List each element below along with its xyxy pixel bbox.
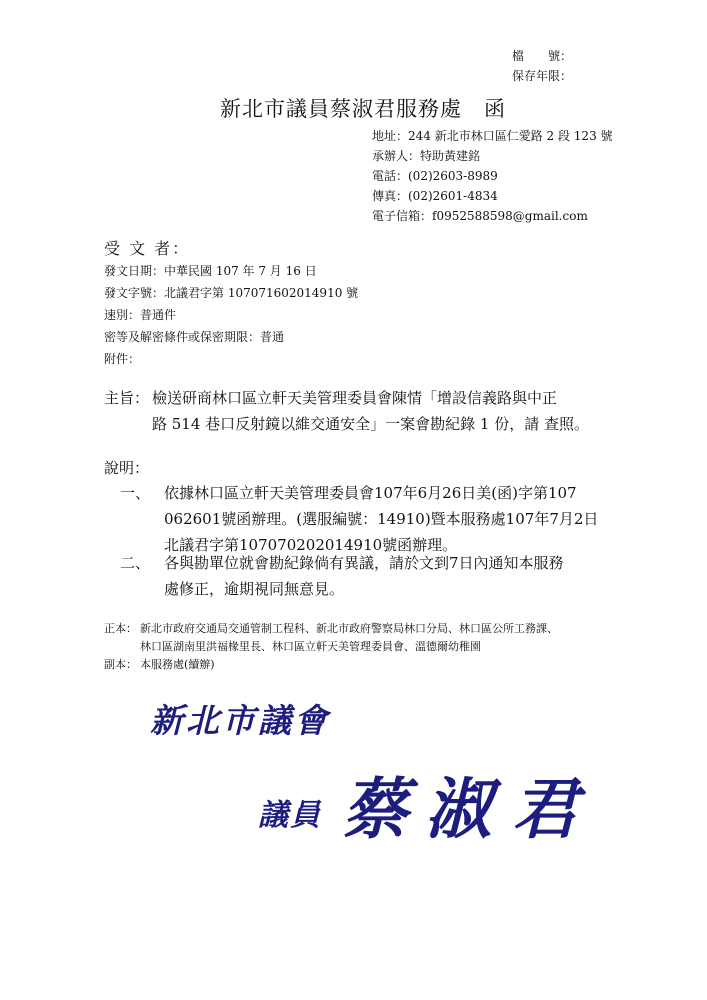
item-number: 一、 [120,484,151,502]
document-number: 發文字號：北議君字第 107071602014910 號 [104,286,359,300]
subject-label: 主旨： [104,389,150,407]
stamp-organization: 新北市議會 [150,701,330,740]
item-line: 依據林口區立軒天美管理委員會107年6月26日美(函)字第107 [164,484,577,502]
delivery-speed: 速別：普通件 [104,308,177,322]
item-number: 二、 [120,554,151,572]
contact-email: 電子信箱：f0952588598@gmail.com [372,209,588,223]
contact-block [372,126,613,226]
explanation-item [120,480,598,558]
contact-handler: 承辦人：特助黃建銘 [372,149,481,163]
recipient-label: 受 文 者： [104,239,191,258]
original-recipients: 新北市政府交通局交通管制工程科、新北市政府警察局林口分局、林口區公所工務課、 [140,622,558,635]
original-label: 正本： [104,622,137,635]
stamp-name-char: 蔡 [342,771,408,848]
document-title: 新北市議員蔡淑君服務處 函 [220,97,506,121]
issue-date: 發文日期：中華民國 107 年 7 月 16 日 [104,264,317,278]
distribution-block [104,620,558,674]
stamp-name-char: 淑 [425,771,491,848]
original-recipients: 林口區湖南里洪福椽里長、林口區立軒天美管理委員會、溫德爾幼稚園 [140,640,481,653]
contact-fax: 傳真：(02)2601-4834 [372,189,498,203]
item-line: 062601號函辦理。(選服編號：14910)暨本服務處107年7月2日 [164,510,599,528]
subject-section [104,385,589,437]
item-line: 各與勘單位就會勘紀錄倘有異議，請於文到7日內通知本服務 [164,554,564,572]
cc-label: 副本： [104,658,137,671]
stamp-name-char: 君 [512,771,578,848]
contact-phone: 電話：(02)2603-8989 [372,169,498,183]
retention-period-label: 保存年限： [512,69,573,83]
item-line: 北議君字第107070202014910號函辦理。 [164,536,458,554]
attachment-label: 附件： [104,352,141,366]
file-number-label: 檔 號： [512,49,573,63]
stamp-title: 議員 [258,798,322,833]
explanation-item [120,550,564,602]
cc-recipients: 本服務處(續辦) [140,658,215,671]
contact-address: 地址：244 新北市林口區仁愛路 2 段 123 號 [372,129,613,143]
subject-line: 路 514 巷口反射鏡以維交通安全」一案會勘紀錄 1 份，請 查照。 [152,415,590,433]
subject-line: 檢送研商林口區立軒天美管理委員會陳情「增設信義路與中正 [152,389,558,407]
meta-block [104,260,358,370]
item-line: 處修正，逾期視同無意見。 [164,580,345,598]
security-level: 密等及解密條件或保密期限：普通 [104,330,285,344]
explanation-label: 說明： [104,459,150,477]
